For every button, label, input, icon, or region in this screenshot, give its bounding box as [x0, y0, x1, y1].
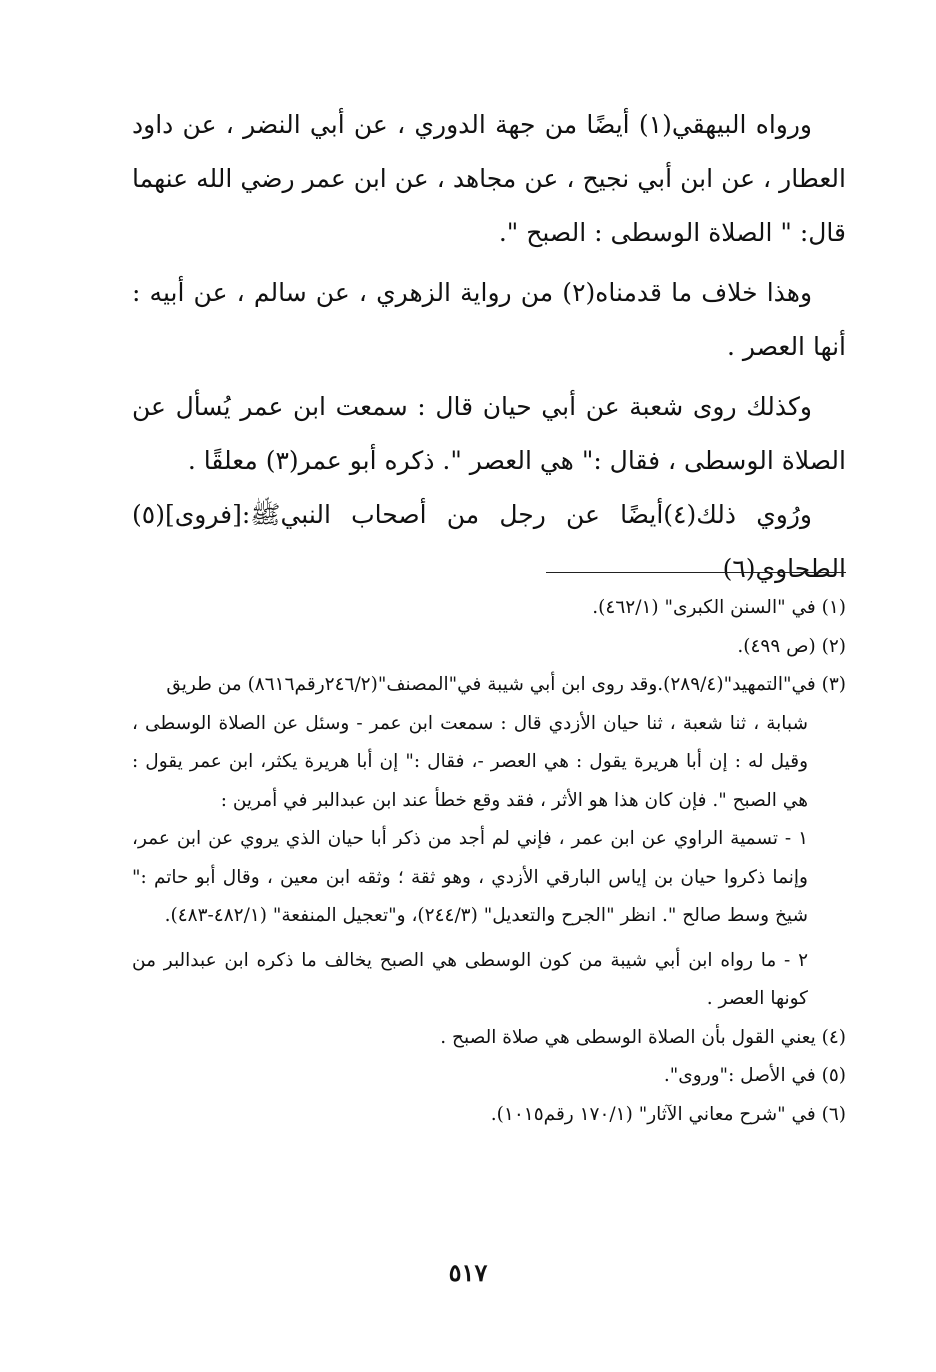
footnote-3-point-1: ١ - تسمية الراوي عن ابن عمر ، فإني لم أجد من ذكر أبا حيان الذي يروي عن ابن عمر، وإنما ذكروا حيان بن إياس البارقي الأزدي ، وهو ثقة ؛ وثقه ابن معين ، وقال أبو حاتم :" شيخ وسط صالح ". انظر "الجرح والتعديل" (٢٤٤/٣)، و"تعجيل المنفعة" (٤٨٢/١-٤٨٣).: [132, 828, 808, 926]
paragraph-3: وكذلك روى شعبة عن أبي حيان قال : سمعت ابن عمر يُسأل عن الصلاة الوسطى ، فقال :" هي العصر ". ذكره أبو عمر(٣) معلقًا .: [132, 392, 846, 475]
footnote-5: (٥) في الأصل :"وروى".: [663, 1065, 846, 1086]
footnote-4: (٤) يعني القول بأن الصلاة الوسطى هي صلاة الصبح .: [440, 1026, 846, 1048]
paragraph-1: ورواه البيهقي(١) أيضًا من جهة الدوري ، عن أبي النضر ، عن داود العطار ، عن ابن أبي نجيح ، عن مجاهد ، عن ابن عمر رضي الله عنهما قال: " الصلاة الوسطى : الصبح ".: [132, 110, 846, 247]
footnotes: [132, 589, 846, 1134]
footnote-divider: [546, 572, 846, 573]
footnote-3-point-2: ٢ - ما رواه ابن أبي شيبة من كون الوسطى هي الصبح يخالف ما ذكره ابن عبدالبر من كونها العصر .: [132, 949, 808, 1009]
footnote-3-continuation: شبابة ، ثنا شعبة ، ثنا حيان الأزدي قال : سمعت ابن عمر - وسئل عن الصلاة الوسطى ، وقيل له : إن أبا هريرة يقول : هي العصر -، فقال :" إن أبا هريرة يكثر، ابن عمر يقول : هي الصبح ". فإن كان هذا هو الأثر ، فقد وقع خطأ عند ابن عبدالبر في أمرين :: [132, 712, 808, 811]
footnote-6: (٦) في "شرح معاني الآثار" (١٧٠/١ رقم١٠١٥).: [490, 1103, 846, 1125]
page-number: ٥١٧: [448, 1258, 488, 1287]
main-text: [132, 98, 846, 596]
footnote-2: (٢) (ص ٤٩٩).: [737, 635, 846, 657]
paragraph-4: ورُوي ذلك(٤)أيضًا عن رجل من أصحاب النبيﷺ:[فروى](٥) الطحاوي(٦): [132, 500, 846, 583]
paragraph-2: وهذا خلاف ما قدمناه(٢) من رواية الزهري ، عن سالم ، عن أبيه : أنها العصر .: [132, 278, 846, 361]
footnote-1: (١) في "السنن الكبرى" (٤٦٢/١).: [592, 597, 846, 618]
footnote-3: (٣) في"التمهيد"(٢٨٩/٤).وقد روى ابن أبي شيبة في"المصنف"(٢٤٦/٢رقم٨٦١٦) من طريق: [166, 674, 846, 695]
